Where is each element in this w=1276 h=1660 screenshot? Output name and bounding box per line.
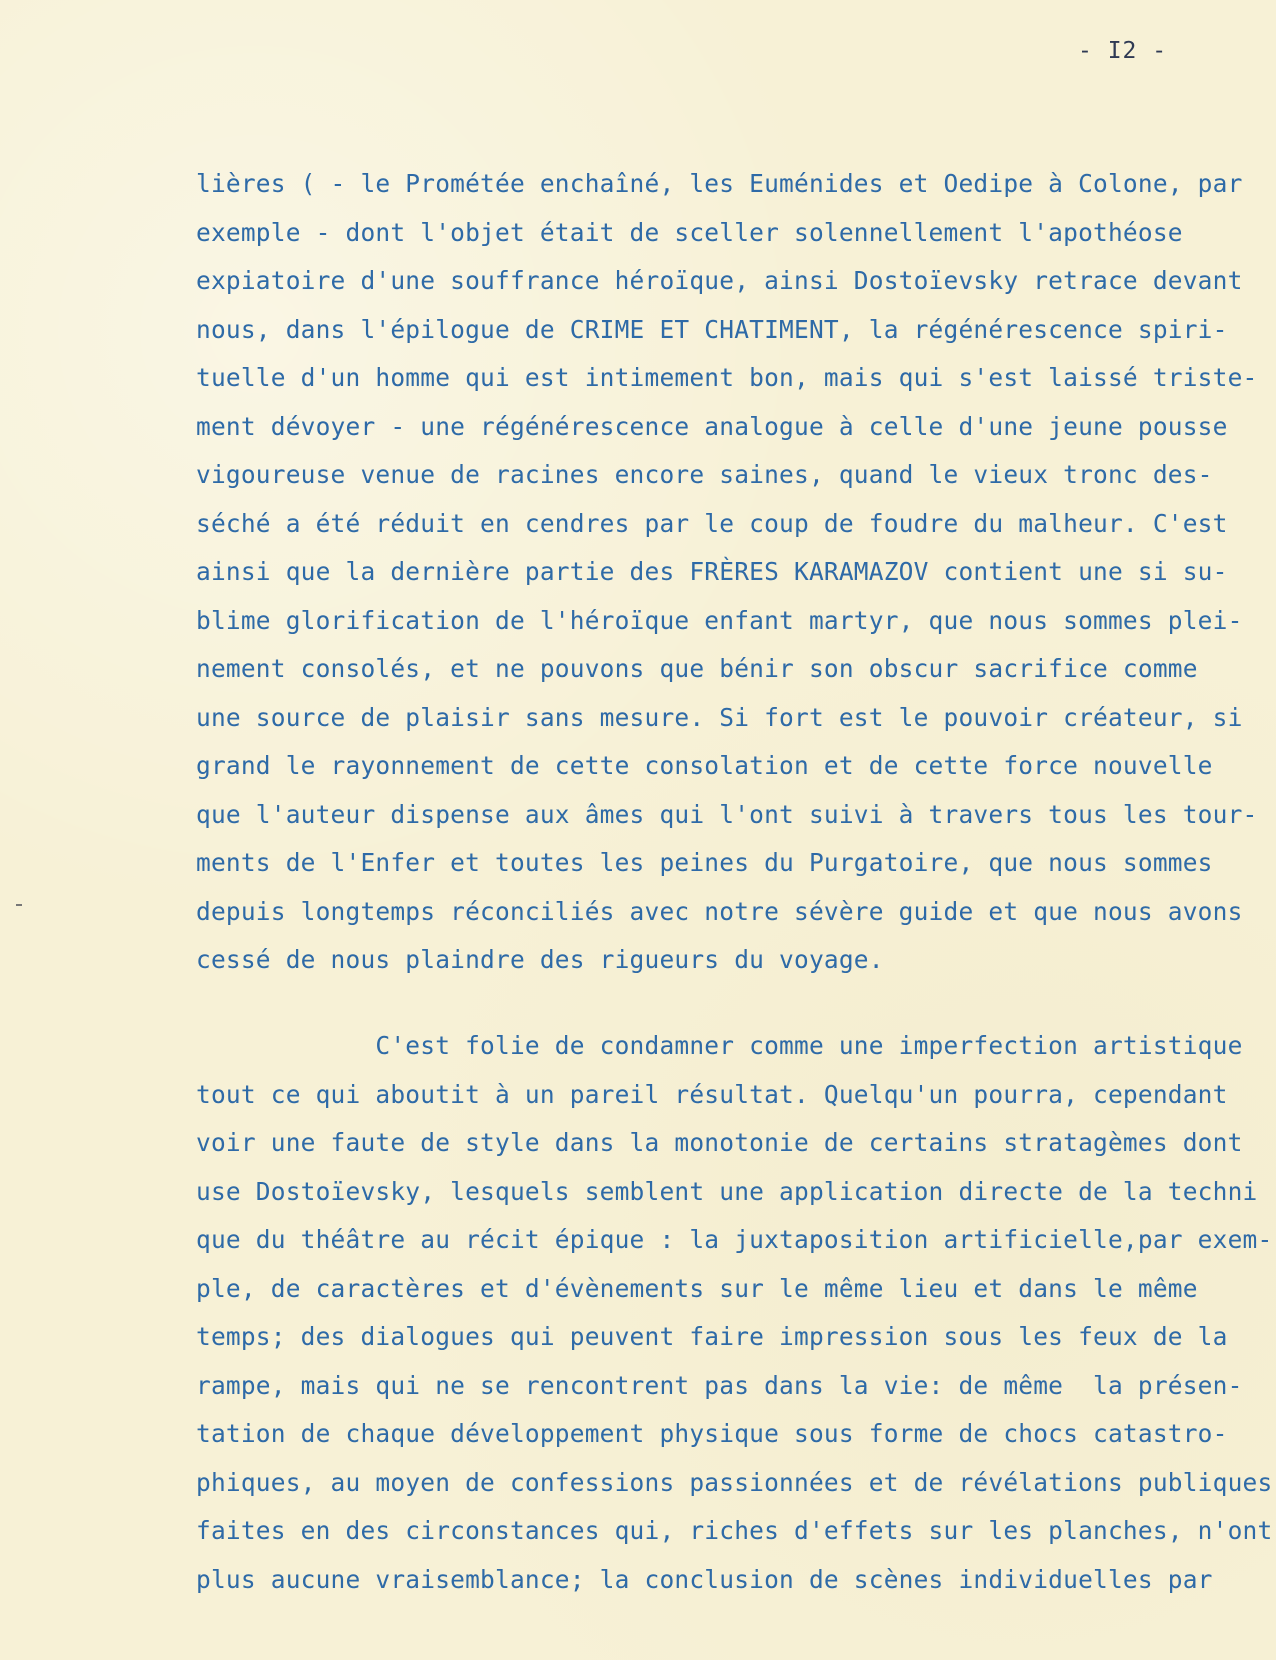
text-line: rampe, mais qui ne se rencontrent pas dans la vie: de même la présen- (196, 1370, 1243, 1400)
text-line: nement consolés, et ne pouvons que bénir son obscur sacrifice comme (196, 654, 1198, 683)
text-line: ple, de caractères et d'évènements sur le même lieu et dans le même (196, 1273, 1198, 1303)
text-line: tout ce qui aboutit à un pareil résultat. Quelqu'un pourra, cependant (196, 1079, 1228, 1109)
text-line: C'est folie de condamner comme une imperfection artistique (196, 1031, 1243, 1060)
paragraph-2 (196, 1022, 1273, 1604)
text-line: phiques, au moyen de confessions passionnées et de révélations publiques (196, 1467, 1273, 1497)
paragraph-1 (196, 160, 1258, 985)
text-line: grand le rayonnement de cette consolation et de cette force nouvelle (196, 751, 1213, 780)
text-line: ment dévoyer - une régénérescence analogue à celle d'une jeune pousse (196, 411, 1228, 441)
text-line: expiatoire d'une souffrance héroïque, ainsi Dostoïevsky retrace devant (196, 266, 1243, 295)
text-line: ments de l'Enfer et toutes les peines du Purgatoire, que nous sommes (196, 848, 1213, 877)
text-line: exemple - dont l'objet était de sceller solennellement l'apothéose (196, 217, 1183, 247)
text-line: blime glorification de l'héroïque enfant martyr, que nous sommes plei- (196, 605, 1243, 635)
text-line: tuelle d'un homme qui est intimement bon, mais qui s'est laissé triste- (196, 363, 1258, 392)
text-line: depuis longtemps réconciliés avec notre sévère guide et que nous avons (196, 896, 1243, 926)
text-line: nous, dans l'épilogue de CRIME ET CHATIMENT, la régénérescence spiri- (196, 314, 1228, 344)
text-line: ainsi que la dernière partie des FRÈRES KARAMAZOV contient une si su- (196, 557, 1228, 586)
text-line: lières ( - le Prométée enchaîné, les Euménides et Oedipe à Colone, par (196, 169, 1243, 198)
text-line: que du théâtre au récit épique : la juxtaposition artificielle,par exem- (196, 1225, 1273, 1254)
text-line: faites en des circonstances qui, riches d'effets sur les planches, n'ont (196, 1516, 1273, 1545)
text-line: plus aucune vraisemblance; la conclusion de scènes individuelles par (196, 1564, 1213, 1594)
text-line: voir une faute de style dans la monotonie de certains stratagèmes dont (196, 1128, 1243, 1157)
margin-mark (16, 904, 22, 906)
text-line: séché a été réduit en cendres par le coup de foudre du malheur. C'est (196, 508, 1228, 538)
text-line: temps; des dialogues qui peuvent faire impression sous les feux de la (196, 1322, 1228, 1351)
text-line: une source de plaisir sans mesure. Si fort est le pouvoir créateur, si (196, 702, 1243, 732)
text-line: use Dostoïevsky, lesquels semblent une application directe de la techni (196, 1176, 1258, 1206)
text-line: tation de chaque développement physique sous forme de chocs catastro- (196, 1419, 1228, 1448)
text-line: vigoureuse venue de racines encore saines, quand le vieux tronc des- (196, 460, 1213, 489)
text-line: que l'auteur dispense aux âmes qui l'ont suivi à travers tous les tour- (196, 799, 1258, 829)
page-number: - I2 - (1078, 38, 1168, 64)
text-line: cessé de nous plaindre des rigueurs du voyage. (196, 945, 884, 974)
